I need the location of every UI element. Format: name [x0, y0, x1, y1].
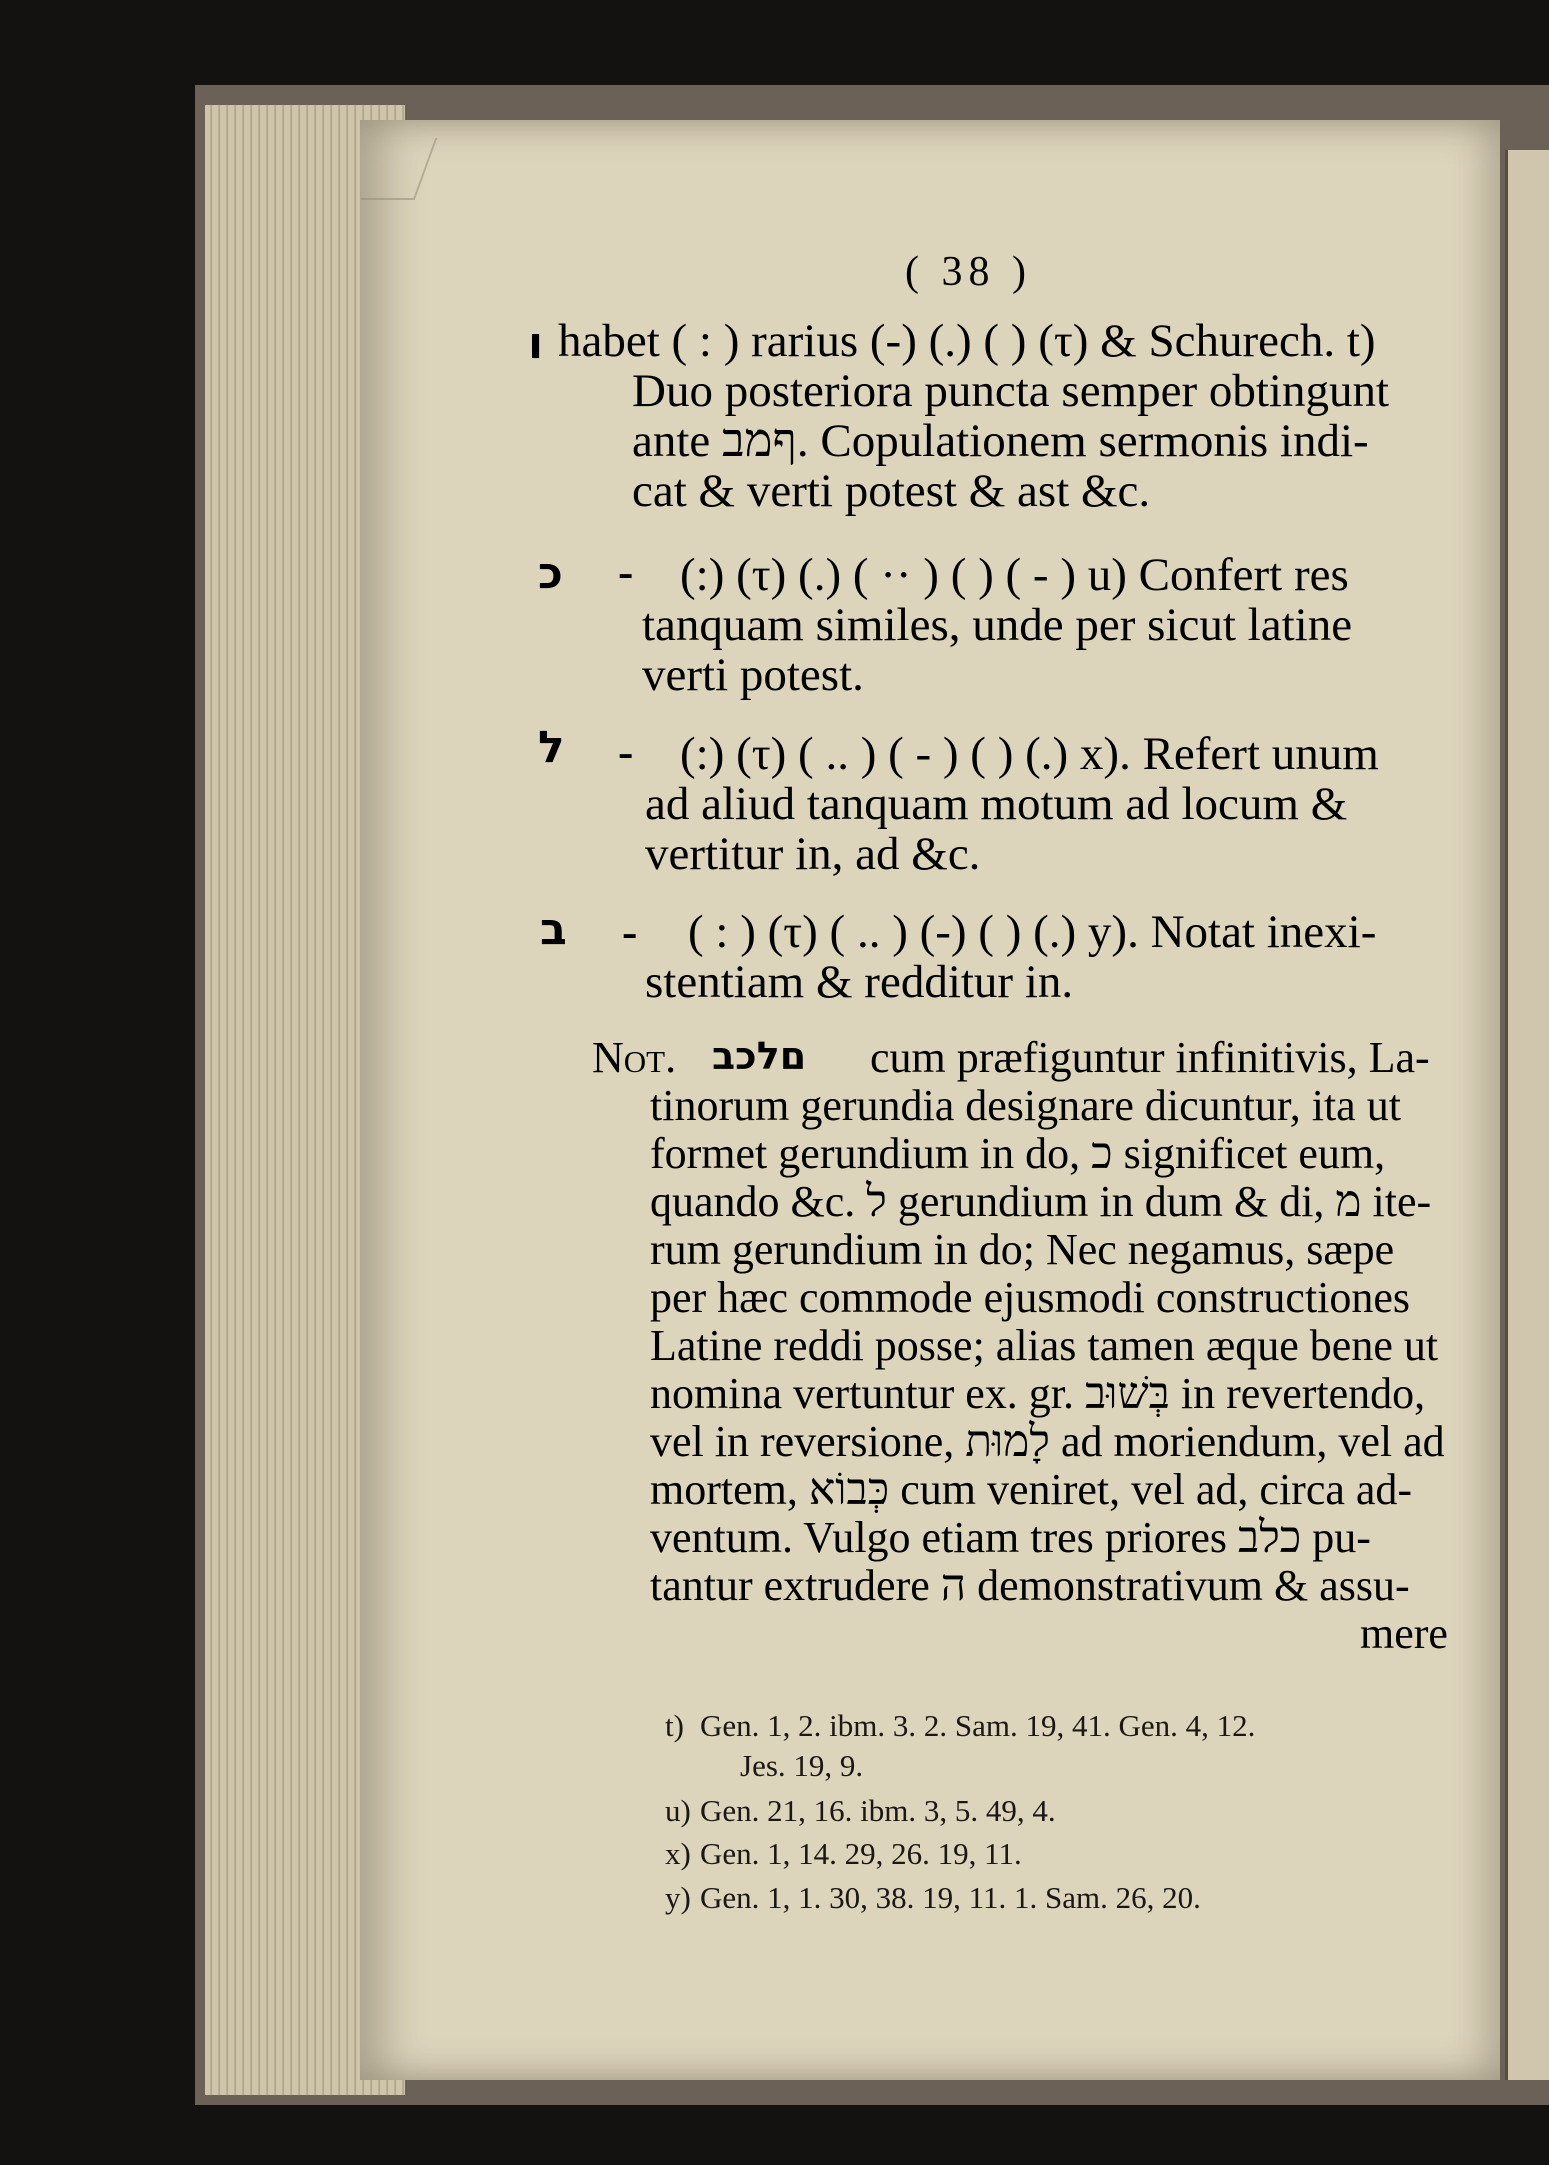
lamed-line-1: (:) (τ) ( .. ) ( - ) ( ) (.) x). Refert unum: [680, 728, 1379, 780]
footnote-mark-y: y): [665, 1880, 691, 1915]
footnote-mark-x: x): [665, 1836, 691, 1871]
note-line-13: mere: [1360, 1609, 1448, 1658]
note-label: Not.: [592, 1033, 677, 1082]
kaf-dash: -: [618, 546, 634, 597]
lamed-line-3: vertitur in, ad &c.: [645, 828, 981, 880]
footnote-u: Gen. 21, 16. ibm. 3, 5. 49, 4.: [700, 1793, 1056, 1828]
lamed-dash: -: [618, 726, 634, 777]
kaf-line-3: verti potest.: [642, 649, 864, 701]
kaf-line-2: tanquam similes, unde per sicut latine: [642, 599, 1353, 651]
entry-letter-vav: ו: [528, 318, 544, 369]
footnote-t-cont: Jes. 19, 9.: [740, 1748, 864, 1783]
note-line-2: tinorum gerundia designare dicuntur, ita ut: [650, 1081, 1401, 1130]
footnote-y: Gen. 1, 1. 30, 38. 19, 11. 1. Sam. 26, 20.: [700, 1880, 1201, 1915]
vav-line-4: cat & verti potest & ast &c.: [632, 465, 1151, 517]
footnote-t: Gen. 1, 2. ibm. 3. 2. Sam. 19, 41. Gen. 4, 12.: [700, 1708, 1256, 1743]
note-line-4: quando &c. ל gerundium in dum & di, מ ite-: [650, 1177, 1432, 1226]
note-line-5: rum gerundium in do; Nec negamus, sæpe: [650, 1225, 1395, 1274]
note-line-8: nomina vertuntur ex. gr. בְּשׁוּב in revertendo,: [650, 1369, 1426, 1418]
footnote-mark-u: u): [665, 1793, 691, 1828]
entry-letter-bet: ב: [540, 904, 567, 955]
note-line-3: formet gerundium in do, כ significet eum,: [650, 1129, 1386, 1178]
note-line-6: per hæc commode ejusmodi constructiones: [650, 1273, 1411, 1322]
vav-line-2: Duo posteriora puncta semper obtingunt: [632, 365, 1390, 417]
kaf-line-1: (:) (τ) (.) ( ·· ) ( ) ( - ) u) Confert res: [680, 549, 1349, 601]
footnote-mark-t: t): [665, 1708, 684, 1743]
note-hebrew: םלכב: [712, 1034, 807, 1078]
note-line-12: tantur extrudere ה demonstrativum & assu-: [650, 1561, 1410, 1610]
entry-letter-lamed: ל: [538, 722, 565, 773]
vav-line-1: habet ( : ) rarius (-) (.) ( ) (τ) & Schurech. t): [558, 315, 1376, 367]
note-line-11: ventum. Vulgo etiam tres priores כלב pu-: [650, 1513, 1371, 1562]
bet-dash: -: [622, 906, 638, 957]
page-number: ( 38 ): [905, 249, 1032, 295]
note-line-9: vel in reversione, לָמוּת ad moriendum, vel ad: [650, 1417, 1445, 1466]
bet-line-2: stentiam & redditur in.: [645, 956, 1074, 1008]
footnote-x: Gen. 1, 14. 29, 26. 19, 11.: [700, 1836, 1022, 1871]
note-line-10: mortem, כְּבוֹא cum veniret, vel ad, circa ad-: [650, 1465, 1413, 1514]
bet-line-1: ( : ) (τ) ( .. ) (-) ( ) (.) y). Notat inexi-: [688, 906, 1377, 958]
lamed-line-2: ad aliud tanquam motum ad locum &: [645, 778, 1348, 830]
facing-page-edge: [1505, 150, 1549, 2080]
note-line-1: cum præfiguntur infinitivis, La-: [870, 1033, 1430, 1082]
entry-letter-kaf: כ: [538, 548, 563, 599]
note-line-7: Latine reddi posse; alias tamen æque bene ut: [650, 1321, 1439, 1370]
vav-line-3: ante ףמב. Copulationem sermonis indi-: [632, 415, 1369, 467]
